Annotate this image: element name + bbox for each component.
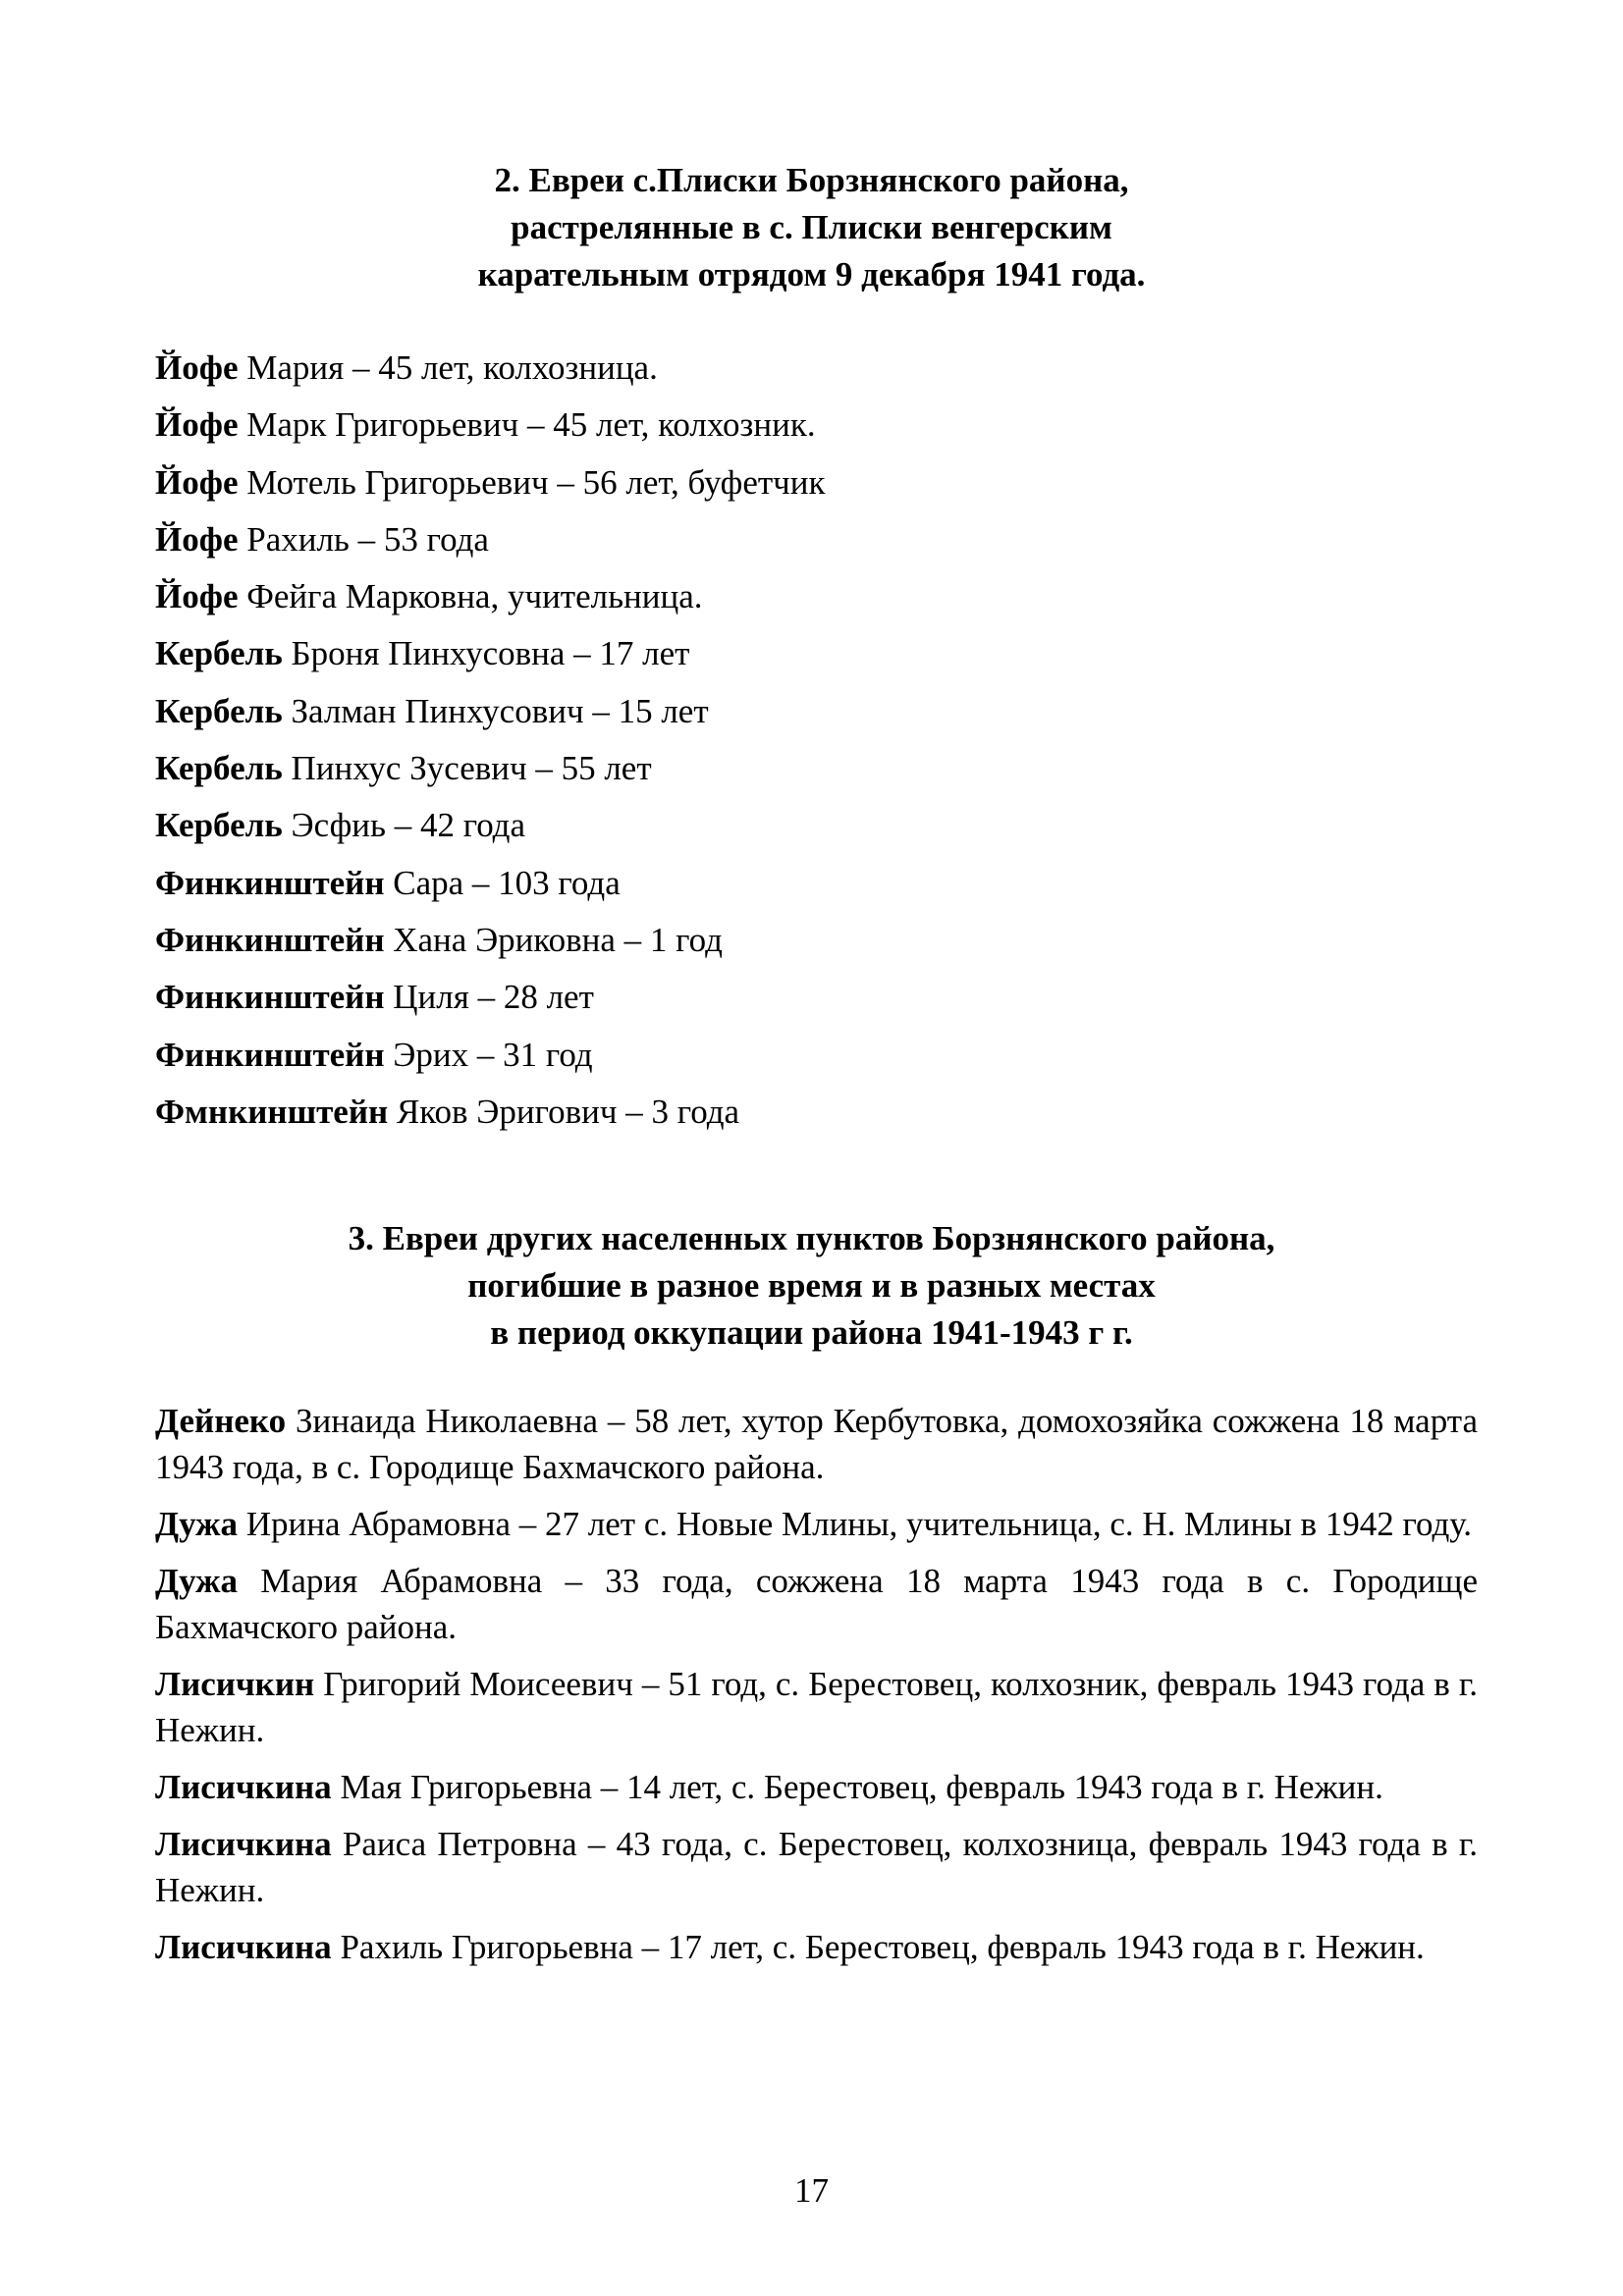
surname: Кербель: [155, 634, 283, 673]
surname: Йофе: [155, 577, 239, 616]
details: Григорий Моисеевич – 51 год, с. Берестовец, колхозник, февраль 1943 года в г. Нежин.: [155, 1665, 1478, 1749]
surname: Кербель: [155, 806, 283, 845]
details: Ирина Абрамовна – 27 лет с. Новые Млины, учительница, с. Н. Млины в 1942 году.: [238, 1505, 1473, 1543]
heading-line: 3. Евреи других населенных пунктов Борзнянского района,: [348, 1219, 1275, 1257]
list-item: [155, 1661, 1478, 1753]
surname: Кербель: [155, 749, 283, 788]
details: Мая Григорьевна – 14 лет, с. Берестовец, февраль 1943 года в г. Нежин.: [331, 1768, 1383, 1806]
details: Хана Эриковна – 1 год: [384, 920, 723, 959]
surname: Финкинштейн: [155, 863, 385, 902]
details: Фейга Марковна, учительница.: [238, 577, 703, 616]
details: Яков Эригович – 3 года: [388, 1092, 740, 1131]
surname: Лисичкина: [155, 1768, 332, 1806]
details: Мотель Григорьевич – 56 лет, буфетчик: [238, 462, 826, 502]
surname: Йофе: [155, 462, 239, 502]
list-item: [155, 454, 1471, 511]
list-item: [155, 740, 1471, 797]
details: Раиса Петровна – 43 года, с. Берестовец, колхозница, февраль 1943 года в г. Нежин.: [155, 1825, 1478, 1909]
list-item: [155, 397, 1471, 454]
list-item: [155, 683, 1471, 740]
details: Залман Пинхусович – 15 лет: [282, 691, 709, 730]
surname: Лисичкина: [155, 1825, 332, 1863]
details: Сара – 103 года: [384, 863, 621, 902]
surname: Финкинштейн: [155, 978, 385, 1017]
details: Пинхус Зусевич – 55 лет: [282, 749, 652, 788]
surname: Финкинштейн: [155, 1035, 385, 1074]
surname: Кербель: [155, 691, 283, 730]
list-item: [155, 1501, 1478, 1547]
surname: Лисичкин: [155, 1665, 315, 1703]
details: Броня Пинхусовна – 17 лет: [282, 634, 690, 673]
page-number: 17: [794, 2171, 829, 2210]
surname: Дужа: [155, 1562, 238, 1600]
list-item: [155, 1924, 1478, 1970]
heading-line: 2. Евреи с.Плиски Борзнянского района,: [494, 161, 1129, 199]
heading-line: карательным отрядом 9 декабря 1941 года.: [477, 255, 1146, 294]
surname: Финкинштейн: [155, 920, 385, 959]
surname: Йофе: [155, 519, 239, 559]
list-item: [155, 1084, 1471, 1141]
list-item: [155, 855, 1471, 912]
section-3-heading: [0, 1215, 1623, 1357]
list-item: [155, 797, 1471, 854]
surname: Йофе: [155, 348, 239, 387]
list-item: [155, 969, 1471, 1026]
details: Мария Абрамовна – 33 года, сожжена 18 марта 1943 года в с. Городище Бахмачского района.: [155, 1562, 1478, 1646]
list-item: [155, 340, 1471, 397]
surname: Йофе: [155, 405, 239, 445]
list-item: [155, 1558, 1478, 1650]
heading-line: растрелянные в с. Плиски венгерским: [511, 208, 1112, 246]
list-item: [155, 1764, 1478, 1810]
details: Эрих – 31 год: [384, 1035, 593, 1074]
details: Зинаида Николаевна – 58 лет, хутор Кербутовка, домохозяйка сожжена 18 марта 1943 года, в с. Городище Бахмачского района.: [155, 1402, 1478, 1486]
heading-line: погибшие в разное время и в разных местах: [467, 1266, 1156, 1305]
surname: Дужа: [155, 1505, 238, 1543]
surname: Дейнеко: [155, 1402, 287, 1440]
details: Марк Григорьевич – 45 лет, колхозник.: [238, 405, 816, 445]
details: Рахиль – 53 года: [238, 519, 489, 559]
list-item: [155, 511, 1471, 568]
details: Циля – 28 лет: [384, 978, 594, 1017]
surname: Фмнкинштейн: [155, 1092, 389, 1131]
details: Эсфиь – 42 года: [282, 806, 526, 845]
list-item: [155, 1027, 1471, 1084]
section-3-list: [155, 1398, 1478, 1981]
list-item: [155, 1398, 1478, 1490]
details: Мария – 45 лет, колхозница.: [238, 348, 658, 387]
list-item: [155, 568, 1471, 625]
surname: Лисичкина: [155, 1928, 332, 1966]
list-item: [155, 1821, 1478, 1913]
details: Рахиль Григорьевна – 17 лет, с. Берестовец, февраль 1943 года в г. Нежин.: [331, 1928, 1425, 1966]
list-item: [155, 912, 1471, 969]
heading-line: в период оккупации района 1941-1943 г г.: [490, 1313, 1133, 1352]
list-item: [155, 625, 1471, 682]
section-2-list: [155, 340, 1471, 1141]
section-2-heading: [0, 157, 1623, 298]
